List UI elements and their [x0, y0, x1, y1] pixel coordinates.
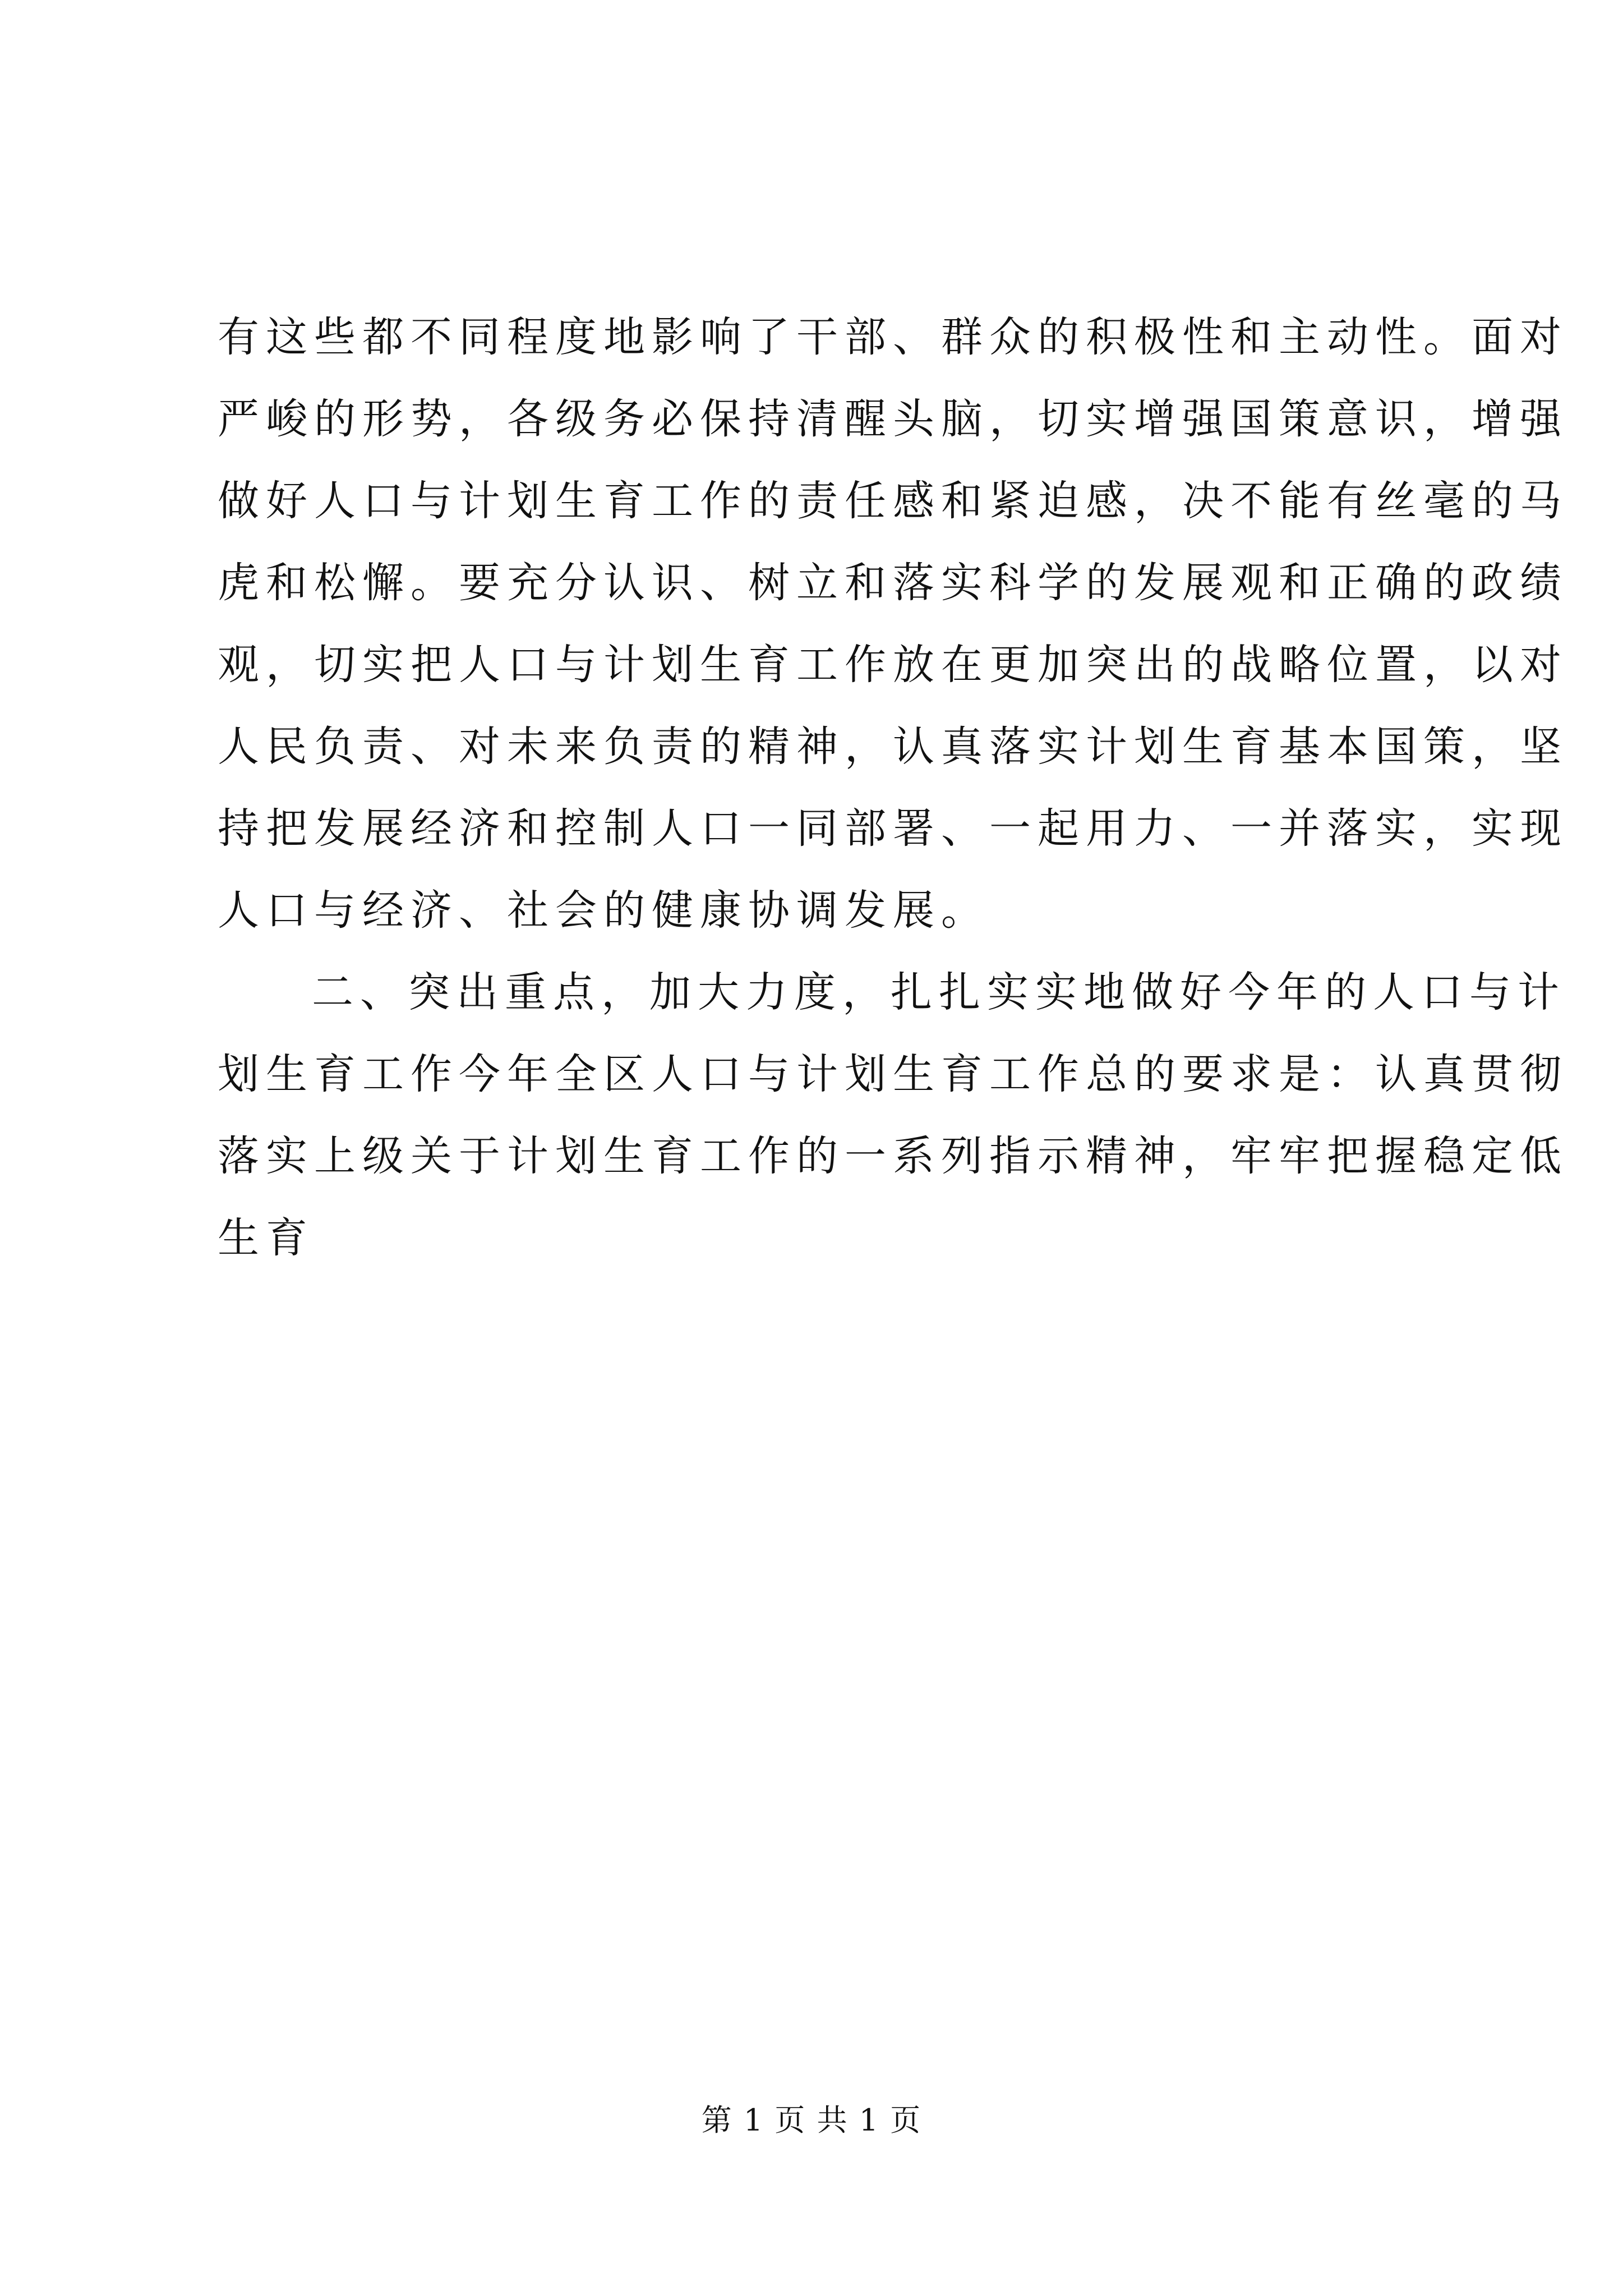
paragraph-line: 有这些都不同程度地影响了干部、群众的积极性和主动性。面对	[218, 313, 1568, 361]
body-text	[218, 296, 1568, 1279]
paragraph-line: 虎和松懈。要充分认识、树立和落实科学的发展观和正确的政绩	[218, 559, 1568, 607]
paragraph-line: 人口与经济、社会的健康协调发展。	[218, 886, 989, 935]
paragraph-line: 划生育工作今年全区人口与计划生育工作总的要求是：认真贯彻	[218, 1050, 1568, 1098]
section-heading-line: 二、突出重点，加大力度，扎扎实实地做好今年的人口与计	[312, 968, 1566, 1016]
paragraph-line: 做好人口与计划生育工作的责任感和紧迫感，决不能有丝毫的马	[218, 477, 1568, 525]
paragraph-line: 人民负责、对未来负责的精神，认真落实计划生育基本国策，坚	[218, 723, 1568, 771]
paragraph-line: 严峻的形势，各级务必保持清醒头脑，切实增强国策意识，增强	[218, 395, 1568, 443]
page-number-footer: 第 1 页 共 1 页	[701, 2102, 922, 2138]
paragraph-line: 观，切实把人口与计划生育工作放在更加突出的战略位置，以对	[218, 641, 1568, 689]
paragraph-line: 落实上级关于计划生育工作的一系列指示精神，牢牢把握稳定低	[218, 1132, 1568, 1180]
paragraph-line: 持把发展经济和控制人口一同部署、一起用力、一并落实，实现	[218, 804, 1568, 853]
paragraph-line: 生育	[218, 1214, 314, 1262]
